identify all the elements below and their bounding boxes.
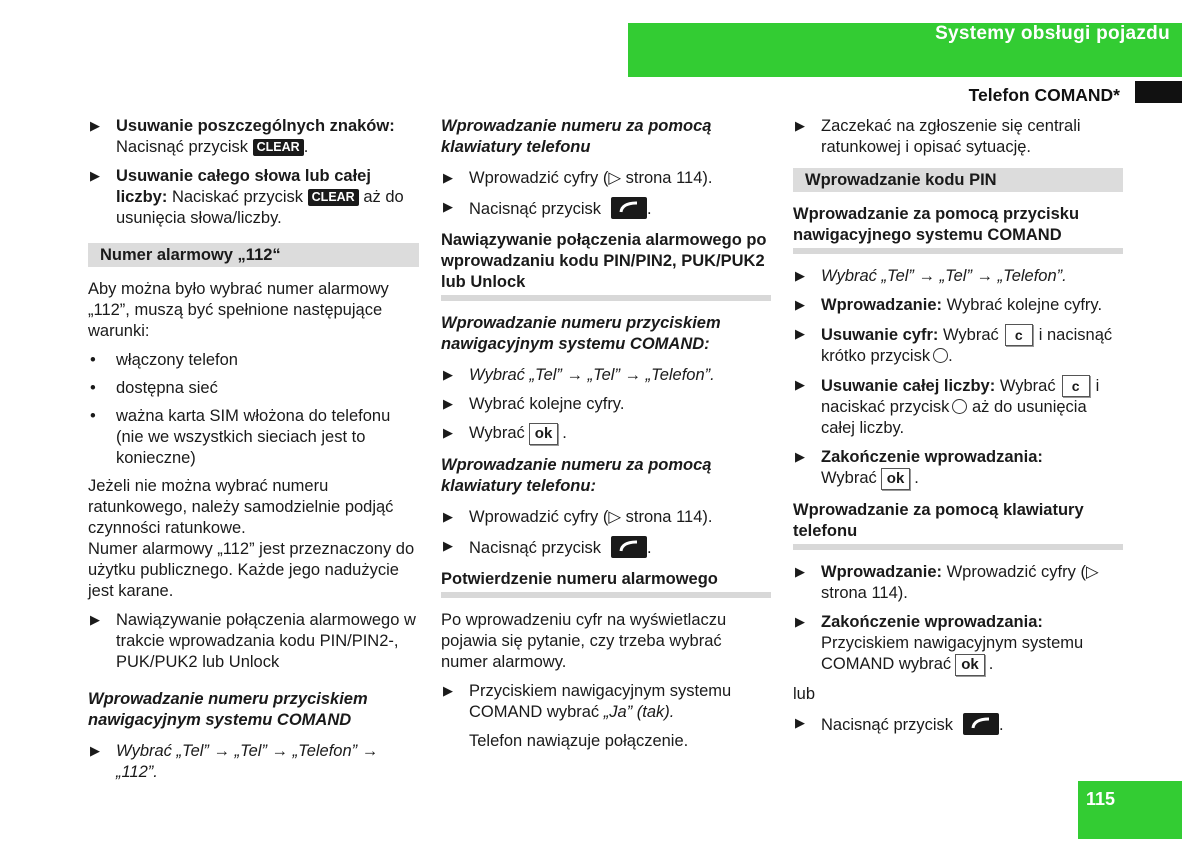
italic-heading: Wprowadzanie numeru przyciskiem nawigacyjnym systemu COMAND [88, 690, 368, 729]
section-title: Systemy obsługi pojazdu [935, 23, 1170, 44]
item-text: Wybrać kolejne cyfry. [946, 296, 1103, 314]
item-text: Wybrać „Tel” → „Tel” → „Telefon”. [469, 366, 715, 384]
item-bold-label: Usuwanie cyfr: [821, 326, 939, 344]
bullet-arrow-icon: ▶ [443, 396, 453, 411]
list-item [793, 562, 1123, 604]
bullet-arrow-icon: ▶ [795, 564, 805, 579]
bullet-arrow-icon: ▶ [443, 170, 453, 185]
item-text: i naciskać przycisk [821, 377, 1100, 416]
list-item: ▶ Nacisnąć przycisk . [441, 197, 771, 220]
ok-key-icon: ok [955, 654, 985, 676]
item-text: Przyciskiem nawigacyjnym systemu COMAND wybrać [821, 634, 1084, 673]
bold-heading: Wprowadzanie za pomocą przycisku nawigacyjnego systemu COMAND [793, 204, 1123, 254]
item-text: Wybrać „Tel” → „Tel” → „Telefon”. [821, 267, 1067, 285]
item-text: Zaczekać na zgłoszenie się centrali ratunkowej i opisać sytuację. [821, 117, 1081, 156]
list-item: ▶ Wybrać ok . [441, 423, 771, 445]
bold-heading: Nawiązywanie połączenia alarmowego po wprowadzaniu kodu PIN/PIN2, PUK/PUK2 lub Unlock [441, 230, 771, 301]
paragraph: Aby można było wybrać numer alarmowy „112”, muszą być spełnione następujące warunki: [88, 280, 389, 340]
item-text: Przyciskiem nawigacyjnym systemu COMAND wybrać [469, 682, 732, 721]
item-text: Naciskać przycisk [171, 188, 304, 206]
bullet-arrow-icon: ▶ [443, 199, 453, 214]
bullet-arrow-icon: ▶ [443, 425, 453, 440]
clear-key-icon: CLEAR [253, 139, 304, 156]
item-bold-label: Usuwanie całej liczby: [821, 377, 996, 395]
bullet-arrow-icon: ▶ [443, 683, 453, 698]
item-text: Nacisnąć przycisk [116, 138, 249, 156]
bullet-arrow-icon: ▶ [795, 268, 805, 283]
item-text: Wybrać [821, 469, 877, 487]
paragraph: Numer alarmowy „112” jest przeznaczony do użytku publicznego. Każde jego nadużycie jest karane. [88, 540, 415, 600]
list-item [88, 406, 419, 469]
item-text: Wybrać „Tel” → „Tel” → „Telefon” → „112”. [116, 742, 379, 781]
header-marker-block [1135, 81, 1182, 103]
bullet-arrow-icon: ▶ [795, 614, 805, 629]
list-item: ▶ Zakończenie wprowadzania: Wybrać ok . [793, 447, 1123, 490]
list-item: ▶ Zakończenie wprowadzania: Przyciskiem nawigacyjnym systemu COMAND wybrać ok . [793, 612, 1123, 676]
bullet-arrow-icon: ▶ [90, 118, 100, 133]
list-item [88, 610, 419, 673]
item-text-end: . [303, 138, 309, 156]
item-text: Wybrać [999, 377, 1056, 395]
item-text: Nacisnąć przycisk [821, 716, 954, 734]
item-text: Nacisnąć przycisk [469, 200, 602, 218]
result-text: Telefon nawiązuje połączenie. [469, 732, 689, 750]
knob-press-icon [933, 348, 948, 363]
item-text-end: aż do usunięcia całej liczby. [821, 398, 1087, 437]
bullet-arrow-icon: ▶ [90, 612, 100, 627]
item-text: Wprowadzić cyfry (▷ strona 114). [469, 508, 713, 526]
bold-heading: Wprowadzanie za pomocą klawiatury telefonu [793, 500, 1123, 550]
list-item [793, 266, 1123, 287]
bullet-arrow-icon: ▶ [443, 367, 453, 382]
bullet-arrow-icon: ▶ [795, 449, 805, 464]
subsection-title: Telefon COMAND* [968, 85, 1120, 105]
italic-heading: Wprowadzanie numeru przyciskiem nawigacyjnym systemu COMAND: [441, 314, 721, 353]
item-text: Nawiązywanie połączenia alarmowego w trakcie wprowadzania kodu PIN/PIN2-, PUK/PUK2 lub Unlock [116, 611, 416, 671]
list-item [793, 375, 1123, 439]
list-item: ▶ Usuwanie cyfr: Wybrać c i nacisnąć krótko przycisk . [793, 324, 1123, 367]
c-key-icon: c [1005, 324, 1033, 346]
list-item [88, 741, 419, 783]
bullet-arrow-icon: ▶ [443, 509, 453, 524]
bullet-arrow-icon: ▶ [443, 538, 453, 553]
item-text: włączony telefon [116, 351, 238, 369]
italic-heading: Wprowadzanie numeru za pomocą klawiatury telefonu: [441, 456, 712, 495]
item-text: Wybrać [942, 326, 999, 344]
item-bold-label: Zakończenie wprowadzania: [821, 448, 1043, 466]
or-text: lub [793, 685, 816, 703]
bullet-arrow-icon: ▶ [795, 715, 805, 730]
list-item [793, 116, 1123, 158]
dot-icon: • [90, 407, 96, 425]
clear-key-icon: CLEAR [308, 189, 359, 206]
list-item [88, 350, 419, 371]
item-text: dostępna sieć [116, 379, 218, 397]
dot-icon: • [90, 351, 96, 369]
item-text: Nacisnąć przycisk [469, 539, 602, 557]
list-item [441, 681, 771, 723]
item-text-end: aż do usunięcia słowa/liczby. [116, 188, 404, 227]
bullet-arrow-icon: ▶ [795, 118, 805, 133]
column-1 [88, 116, 419, 791]
bullet-arrow-icon: ▶ [795, 377, 805, 392]
phone-key-icon [963, 713, 999, 735]
item-text: Wybrać kolejne cyfry. [469, 395, 625, 413]
list-item [441, 168, 771, 189]
item-bold-label: Wprowadzanie: [821, 296, 943, 314]
item-bold-label: Zakończenie wprowadzania: [821, 613, 1043, 631]
section-heading: Numer alarmowy „112“ [88, 243, 419, 267]
item-text: ważna karta SIM włożona do telefonu (nie we wszystkich sieciach jest to konieczne) [116, 407, 391, 467]
item-bold-label: Wprowadzanie: [821, 563, 943, 581]
item-text: Wprowadzić cyfry (▷ strona 114). [821, 563, 1099, 602]
ok-key-icon: ok [881, 468, 911, 490]
paragraph: Jeżeli nie można wybrać numeru ratunkowego, należy samodzielnie podjąć czynności ratunkowe. [88, 477, 394, 537]
page-number: 115 [1086, 789, 1116, 809]
phone-key-icon [611, 536, 647, 558]
list-item [88, 166, 419, 229]
list-item [793, 295, 1123, 316]
item-text: i nacisnąć krótko przycisk [821, 326, 1113, 365]
list-item [441, 394, 771, 415]
bullet-arrow-icon: ▶ [795, 297, 805, 312]
list-item [441, 507, 771, 528]
phone-key-icon [611, 197, 647, 219]
bullet-arrow-icon: ▶ [795, 326, 805, 341]
ok-key-icon: ok [529, 423, 559, 445]
list-item [88, 378, 419, 399]
knob-press-icon [952, 399, 967, 414]
item-bold-label: Usuwanie całego słowa lub całej liczby: [116, 167, 371, 206]
bold-heading: Potwierdzenie numeru alarmowego [441, 569, 771, 598]
list-item: ▶ Nacisnąć przycisk . [793, 713, 1123, 736]
item-bold-label: Usuwanie poszczególnych znaków: [116, 117, 395, 135]
item-text: Wprowadzić cyfry (▷ strona 114). [469, 169, 713, 187]
list-item [441, 365, 771, 386]
paragraph: Po wprowadzeniu cyfr na wyświetlaczu pojawia się pytanie, czy trzeba wybrać numer alarmowy. [441, 611, 727, 671]
page-number-box [1078, 781, 1182, 839]
list-item [88, 116, 419, 158]
c-key-icon: c [1062, 375, 1090, 397]
column-3 [793, 116, 1123, 744]
item-text: Wybrać [469, 424, 525, 442]
list-item: ▶ Nacisnąć przycisk . [441, 536, 771, 559]
italic-heading: Wprowadzanie numeru za pomocą klawiatury telefonu [441, 117, 712, 156]
dot-icon: • [90, 379, 96, 397]
column-2 [441, 116, 771, 760]
bullet-arrow-icon: ▶ [90, 743, 100, 758]
item-italic: „Ja” (tak). [603, 703, 675, 721]
bullet-arrow-icon: ▶ [90, 168, 100, 183]
section-heading: Wprowadzanie kodu PIN [793, 168, 1123, 192]
